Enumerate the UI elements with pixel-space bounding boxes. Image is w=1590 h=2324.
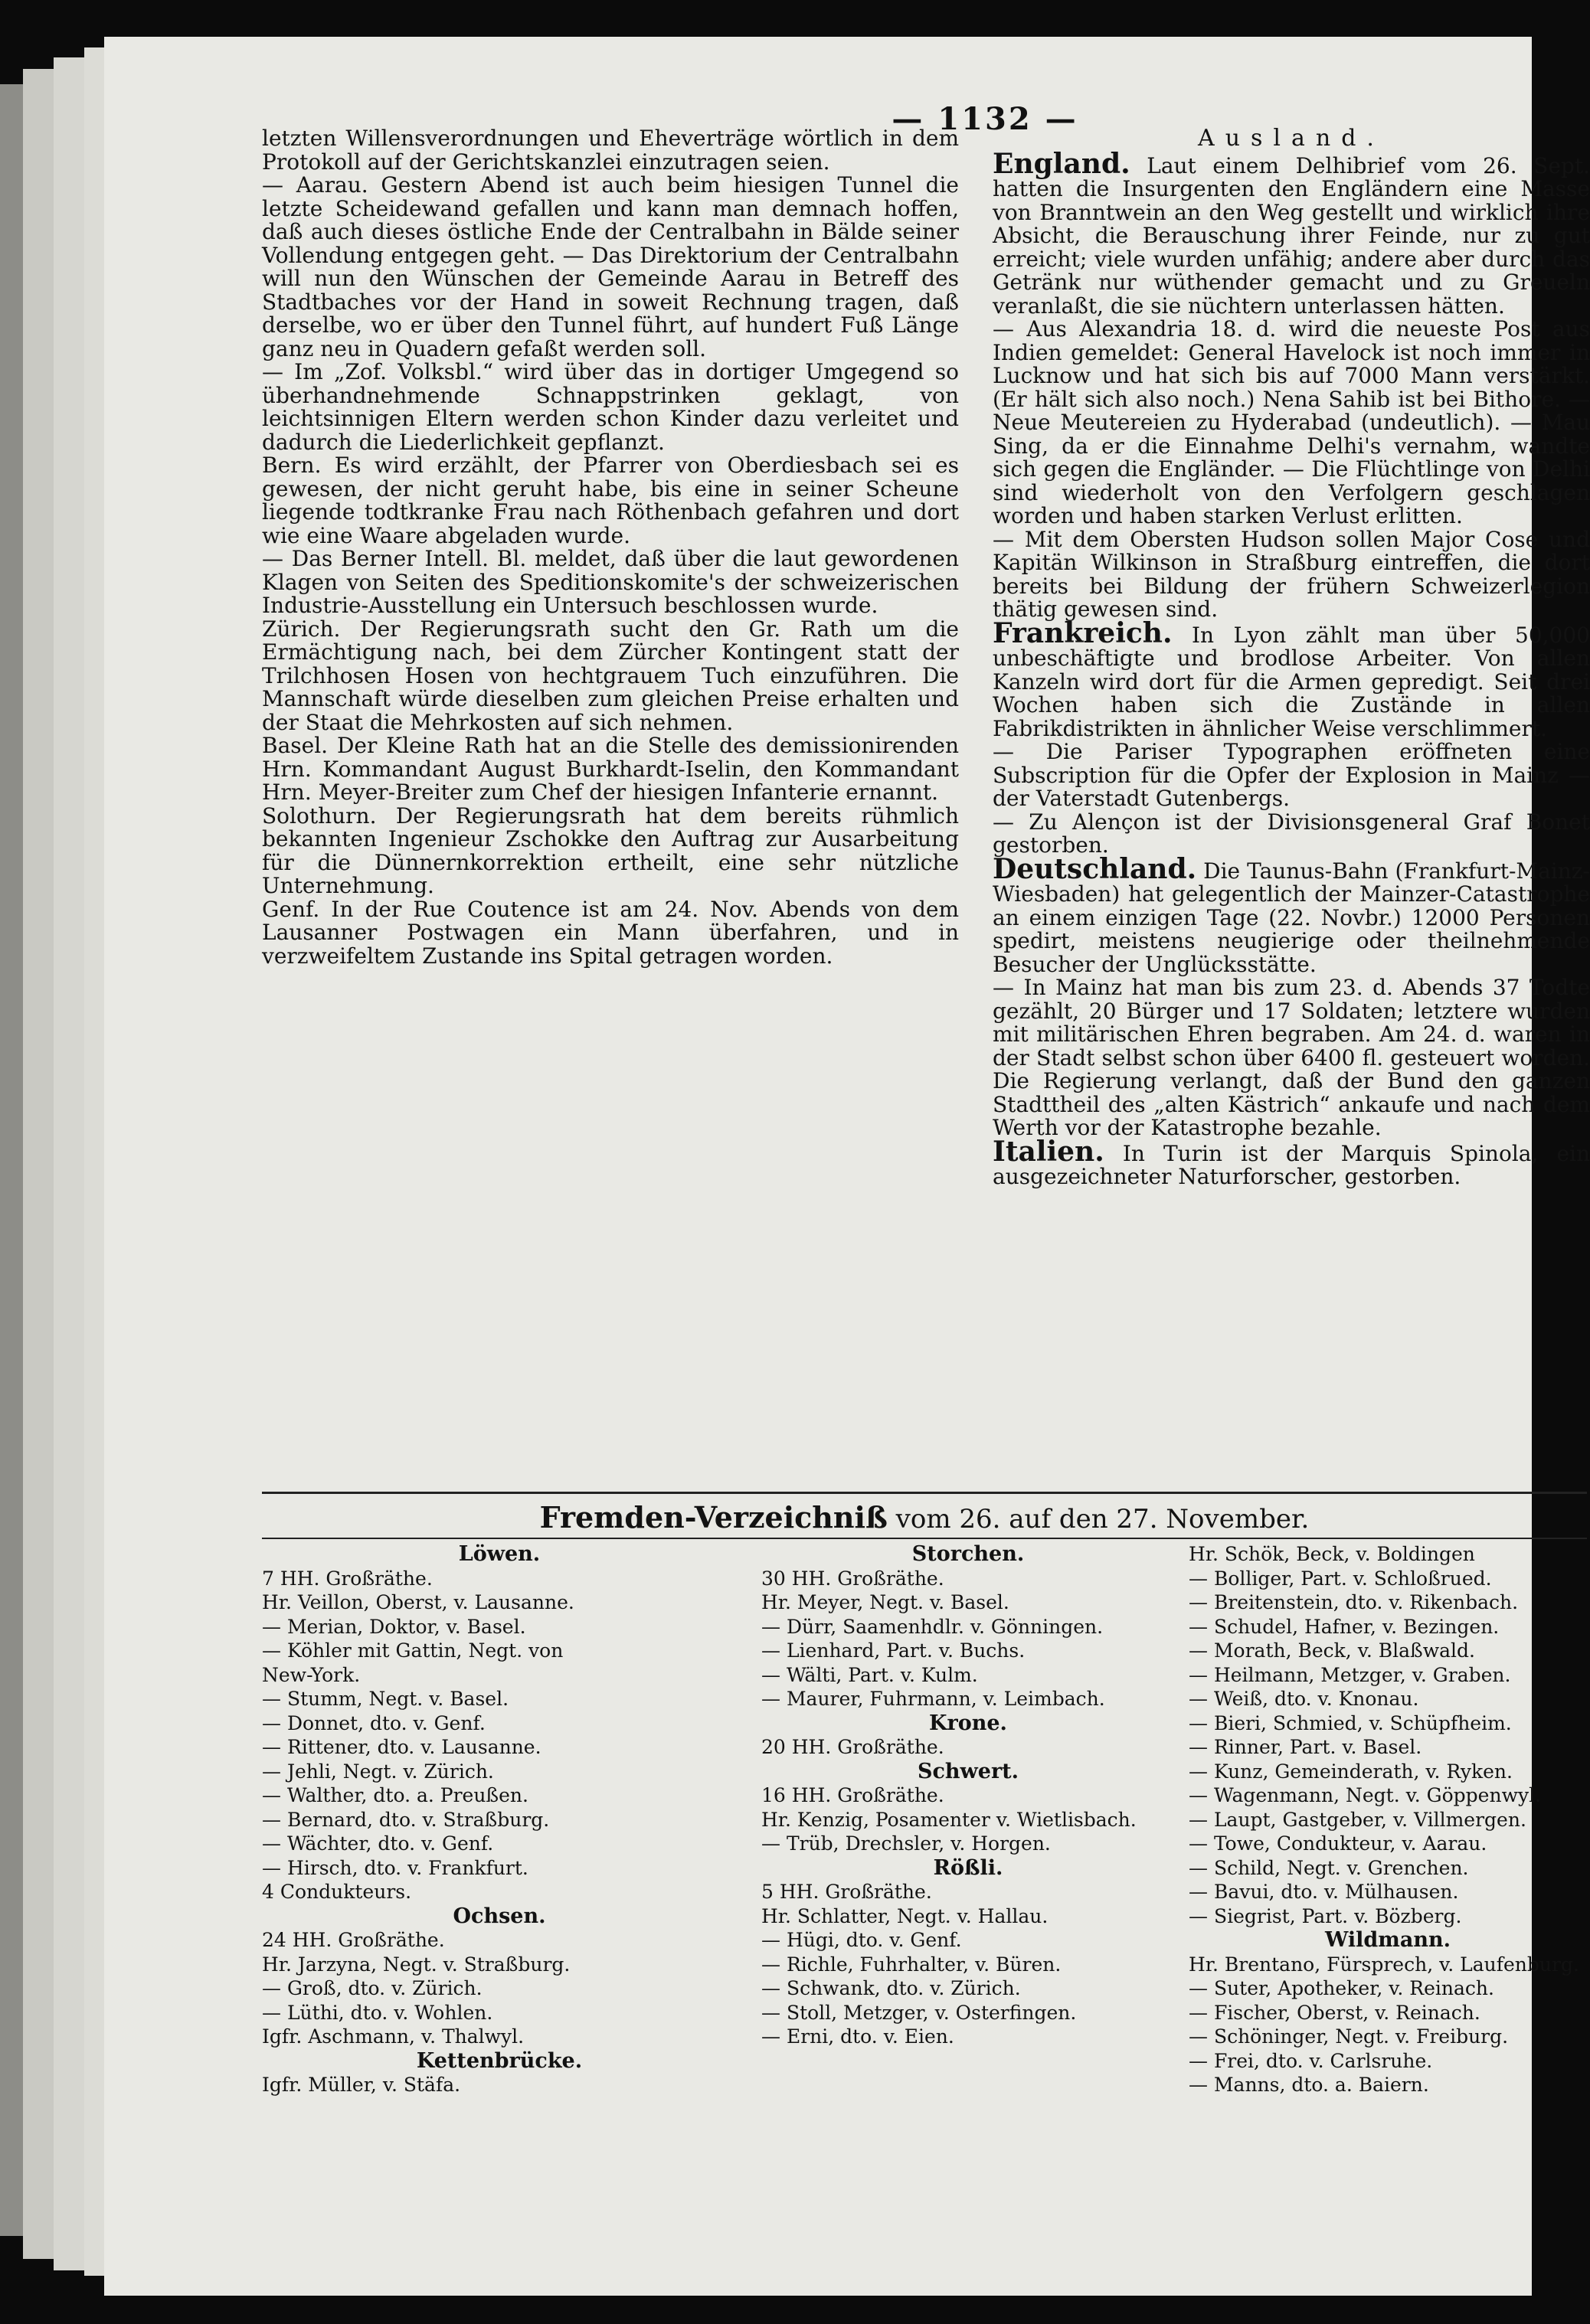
hotel-heading: Storchen. bbox=[911, 1542, 1025, 1566]
guest-entry: — Groß, dto. v. Zürich. bbox=[262, 1977, 483, 1999]
guest-entry: — Kunz, Gemeinderath, v. Ryken. bbox=[1189, 1760, 1513, 1783]
guest-entry: — Manns, dto. a. Baiern. bbox=[1189, 2074, 1429, 2096]
paragraph: — Das Berner Intell. Bl. meldet, daß über die laut gewordenen Klagen von Seiten des Speditionskomite's der schweizerischen Industrie-Ausstellung ein Untersuch beschlossen wurde. bbox=[262, 546, 959, 618]
guest-entry: — Schild, Negt. v. Grenchen. bbox=[1189, 1856, 1469, 1879]
section-heading-ausland: Ausland. bbox=[1198, 125, 1385, 152]
guest-entry: — Bieri, Schmied, v. Schüpfheim. bbox=[1189, 1711, 1512, 1734]
guest-entry: — Weiß, dto. v. Knonau. bbox=[1189, 1688, 1419, 1710]
guest-entry: Hr. Meyer, Negt. v. Basel. bbox=[761, 1591, 1009, 1613]
divider bbox=[262, 1538, 1587, 1539]
paragraph: Zürich. Der Regierungsrath sucht den Gr. Rath um die Ermächtigung nach, bei dem Zürcher Kontingent statt der Trilchhosen Hosen von hechtgrauem Tuch einzuführen. Die Mannschaft würde dieselben zum gleichen Preise erhalten und der Staat die Mehrkosten auf sich nehmen. bbox=[262, 616, 959, 735]
guest-entry: — Towe, Condukteur, v. Aarau. bbox=[1189, 1832, 1487, 1855]
title-bold: Fremden-Verzeichniß bbox=[539, 1500, 888, 1535]
left-column bbox=[262, 127, 959, 1475]
guest-list-column-2 bbox=[761, 1542, 1175, 2139]
guest-entry: — Dürr, Saamenhdlr. v. Gönningen. bbox=[761, 1615, 1104, 1638]
guest-entry: — Bernard, dto. v. Straßburg. bbox=[262, 1808, 550, 1831]
book-edge bbox=[84, 47, 106, 2276]
country-label: Deutschland. bbox=[993, 852, 1197, 885]
guest-entry: — Schöninger, Negt. v. Freiburg. bbox=[1189, 2025, 1509, 2048]
guest-entry: — Hirsch, dto. v. Frankfurt. bbox=[262, 1856, 528, 1879]
paragraph: Bern. Es wird erzählt, der Pfarrer von Oberdiesbach sei es gewesen, der nicht geruht habe, bis eine in seiner Scheune liegende todtkranke Frau nach Röthenbach gefahren und dort wie eine Waare abgeladen wurde. bbox=[262, 453, 959, 548]
guest-entry: — Walther, dto. a. Preußen. bbox=[262, 1784, 528, 1806]
guest-entry: Hr. Schök, Beck, v. Boldingen bbox=[1189, 1543, 1475, 1565]
guest-entry: — Hügi, dto. v. Genf. bbox=[761, 1929, 962, 1951]
guest-entry: — Morath, Beck, v. Blaßwald. bbox=[1189, 1639, 1475, 1662]
country-label: Italien. bbox=[993, 1135, 1104, 1168]
guest-entry: — Rittener, dto. v. Lausanne. bbox=[262, 1736, 541, 1758]
guest-list-column-1 bbox=[262, 1542, 737, 2139]
hotel-heading: Krone. bbox=[929, 1711, 1007, 1735]
guest-entry: — Donnet, dto. v. Genf. bbox=[262, 1711, 486, 1734]
paragraph-deutschland bbox=[993, 852, 1590, 977]
guest-entry: Hr. Jarzyna, Negt. v. Straßburg. bbox=[262, 1953, 571, 1976]
guest-entry: — Maurer, Fuhrmann, v. Leimbach. bbox=[761, 1688, 1105, 1710]
guest-entry: — Schudel, Hafner, v. Bezingen. bbox=[1189, 1615, 1500, 1638]
guest-entry: — Laupt, Gastgeber, v. Villmergen. bbox=[1189, 1808, 1526, 1831]
guest-entry: New-York. bbox=[262, 1663, 361, 1686]
guest-entry: — Lüthi, dto. v. Wohlen. bbox=[262, 2001, 493, 2024]
hotel-heading: Ochsen. bbox=[453, 1904, 546, 1928]
guest-entry: Hr. Veillon, Oberst, v. Lausanne. bbox=[262, 1591, 574, 1613]
country-label: England. bbox=[993, 147, 1130, 180]
book-edge bbox=[54, 57, 86, 2270]
guest-entry: — Richle, Fuhrhalter, v. Büren. bbox=[761, 1953, 1062, 1976]
guest-entry: — Merian, Doktor, v. Basel. bbox=[262, 1615, 526, 1638]
guest-entry: Hr. Schlatter, Negt. v. Hallau. bbox=[761, 1904, 1049, 1927]
guest-entry: Hr. Kenzig, Posamenter v. Wietlisbach. bbox=[761, 1808, 1137, 1831]
paragraph: — Aarau. Gestern Abend ist auch beim hiesigen Tunnel die letzte Scheidewand gefallen und kann man demnach hoffen, daß auch dieses östliche Ende der Centralbahn in Bälde seiner Vollendung entgegen geht. — Das Direktorium der Centralbahn will nun den Wünschen der Gemeinde Aarau in Betreff des Stadtbaches vor der Hand in soweit Rechnung tragen, daß derselbe, wo er über den Tunnel führt, auf hundert Fuß Länge ganz neu in Quadern gefaßt werden soll. bbox=[262, 172, 959, 361]
guest-entry: — Heilmann, Metzger, v. Graben. bbox=[1189, 1663, 1511, 1686]
guest-entry: — Wagenmann, Negt. v. Göppenwyl. bbox=[1189, 1784, 1542, 1806]
guest-entry: — Köhler mit Gattin, Negt. von bbox=[262, 1639, 564, 1662]
paragraph: — Zu Alençon ist der Divisionsgeneral Graf Bonet gestorben. bbox=[993, 809, 1590, 858]
paragraph-england bbox=[993, 147, 1590, 319]
fremden-verzeichnis-title bbox=[262, 1501, 1587, 1536]
guest-entry: Igfr. Aschmann, v. Thalwyl. bbox=[262, 2025, 525, 2048]
guest-entry: — Bolliger, Part. v. Schloßrued. bbox=[1189, 1567, 1492, 1590]
country-label: Frankreich. bbox=[993, 616, 1173, 649]
paragraph: letzten Willensverordnungen und Eheverträge wörtlich in dem Protokoll auf der Gerichtskanzlei einzutragen seien. bbox=[262, 126, 959, 175]
book-edge bbox=[23, 69, 55, 2259]
paragraph: — In Mainz hat man bis zum 23. d. Abends 37 Todte gezählt, 20 Bürger und 17 Soldaten; letztere wurden mit militärischen Ehren begraben. Am 24. d. waren in der Stadt selbst schon über 6400 fl. gesteuert worden. Die Regierung verlangt, daß der Bund den ganzen Stadttheil des „alten Kästrich“ ankaufe und nach dem Werth vor der Katastrophe bezahle. bbox=[993, 975, 1590, 1140]
hotel-heading: Rößli. bbox=[933, 1855, 1003, 1880]
guest-entry: — Lienhard, Part. v. Buchs. bbox=[761, 1639, 1026, 1662]
guest-entry: 20 HH. Großräthe. bbox=[761, 1736, 944, 1758]
guest-entry: — Suter, Apotheker, v. Reinach. bbox=[1189, 1977, 1494, 1999]
guest-entry: — Stumm, Negt. v. Basel. bbox=[262, 1688, 509, 1710]
paragraph: Solothurn. Der Regierungsrath hat dem bereits rühmlich bekannten Ingenieur Zschokke den Auftrag zur Ausarbeitung für die Dünnernkorrektion ertheilt, eine sehr nützliche Unternehmung. bbox=[262, 802, 959, 898]
guest-entry: — Siegrist, Part. v. Bözberg. bbox=[1189, 1904, 1462, 1927]
newspaper-page bbox=[104, 37, 1590, 2296]
paragraph-frankreich bbox=[993, 616, 1590, 741]
guest-entry: — Fischer, Oberst, v. Reinach. bbox=[1189, 2001, 1480, 2024]
paragraph: — Die Pariser Typographen eröffneten eine Subscription für die Opfer der Explosion in Mainz — der Vaterstadt Gutenbergs. bbox=[993, 739, 1590, 811]
title-rest: vom 26. auf den 27. November. bbox=[895, 1504, 1310, 1535]
paragraph-text: Die Taunus-Bahn (Frankfurt-Mainz-Wiesbaden) hat gelegentlich der Mainzer-Catastrophe an einem einzigen Tage (22. Novbr.) 12000 Personen spedirt, meistens neugierige oder theilnehmende Besucher der Unglücksstätte. bbox=[993, 858, 1590, 977]
guest-entry: Hr. Brentano, Fürsprech, v. Laufenburg. bbox=[1189, 1953, 1579, 1976]
guest-entry: — Breitenstein, dto. v. Rikenbach. bbox=[1189, 1591, 1519, 1613]
guest-entry: 7 HH. Großräthe. bbox=[262, 1567, 433, 1590]
page-number: — 1132 — bbox=[892, 101, 1078, 137]
guest-entry: 4 Condukteurs. bbox=[262, 1881, 412, 1903]
guest-entry: 16 HH. Großräthe. bbox=[761, 1784, 944, 1806]
paragraph: Basel. Der Kleine Rath hat an die Stelle des demissionirenden Hrn. Kommandant August Burkhardt-Iselin, den Kommandant Hrn. Meyer-Breiter zum Chef der hiesigen Infanterie ernannt. bbox=[262, 733, 959, 805]
divider bbox=[262, 1492, 1587, 1494]
paragraph: — Im „Zof. Volksbl.“ wird über das in dortiger Umgegend so überhandnehmende Schnappstrinken geklagt, von leichtsinnigen Eltern werden schon Kinder dazu verleitet und dadurch die Liederlichkeit gepflanzt. bbox=[262, 359, 959, 455]
guest-entry: — Rinner, Part. v. Basel. bbox=[1189, 1736, 1422, 1758]
paragraph-text: Laut einem Delhibrief vom 26. Sept. hatten die Insurgenten den Engländern eine Masse von Branntwein an den Weg gestellt und wirklich ihre Absicht, die Berauschung ihrer Feinde, nur zu gut erreicht; viele wurden unfähig; andere aber durch das Getränk nur wüthender gemacht und zu Greueln veranlaßt, die sie nüchtern unterlassen hätten. bbox=[993, 152, 1590, 319]
book-edge bbox=[0, 84, 23, 2236]
guest-entry: — Stoll, Metzger, v. Osterfingen. bbox=[761, 2001, 1077, 2024]
guest-entry: — Trüb, Drechsler, v. Horgen. bbox=[761, 1832, 1051, 1855]
guest-entry: — Schwank, dto. v. Zürich. bbox=[761, 1977, 1021, 1999]
paragraph-text: In Turin ist der Marquis Spinola, ein ausgezeichneter Naturforscher, gestorben. bbox=[993, 1140, 1590, 1189]
hotel-heading: Kettenbrücke. bbox=[416, 2048, 583, 2073]
guest-entry: Igfr. Müller, v. Stäfa. bbox=[262, 2074, 461, 2096]
guest-entry: — Wächter, dto. v. Genf. bbox=[262, 1832, 494, 1855]
guest-entry: 5 HH. Großräthe. bbox=[761, 1881, 932, 1903]
guest-entry: 24 HH. Großräthe. bbox=[262, 1929, 445, 1951]
guest-entry: — Erni, dto. v. Eien. bbox=[761, 2025, 954, 2048]
hotel-heading: Löwen. bbox=[458, 1542, 541, 1566]
guest-entry: — Jehli, Negt. v. Zürich. bbox=[262, 1760, 494, 1783]
guest-entry: — Bavui, dto. v. Mülhausen. bbox=[1189, 1881, 1459, 1903]
guest-entry: 30 HH. Großräthe. bbox=[761, 1567, 944, 1590]
paragraph: Genf. In der Rue Coutence ist am 24. Nov. Abends von dem Lausanner Postwagen ein Mann überfahren, und in verzweifeltem Zustande ins Spital getragen worden. bbox=[262, 896, 959, 969]
paragraph: — Aus Alexandria 18. d. wird die neueste Post aus Indien gemeldet: General Havelock ist noch immer in Lucknow und hat sich bis auf 7000 Mann verstärkt. (Er hält sich also noch.) Nena Sahib ist bei Bithore. — Neue Meutereien zu Hyderabad (undeutlich). — Mau Sing, da er die Einnahme Delhi's vernahm, wandte sich gegen die Engländer. — Die Flüchtlinge von Delhi sind wiederholt von den Verfolgern geschlagen worden und haben starken Verlust erlitten. bbox=[993, 316, 1590, 528]
right-column bbox=[993, 127, 1590, 1475]
paragraph-italien bbox=[993, 1135, 1590, 1189]
paragraph-text: In Lyon zählt man über 50,000 unbeschäftigte und brodlose Arbeiter. Von allen Kanzeln wird dort für die Armen gepredigt. Seit drei Wochen haben sich die Zustände in allen Fabrikdistrikten in ähnlicher Weise verschlimmert. bbox=[993, 622, 1590, 741]
guest-entry: — Wälti, Part. v. Kulm. bbox=[761, 1663, 978, 1686]
paragraph: — Mit dem Obersten Hudson sollen Major Cose und Kapitän Wilkinson in Straßburg eintreffen, die dort bereits bei Bildung der frühern Schweizerlegion thätig gewesen sind. bbox=[993, 526, 1590, 622]
guest-list-column-3 bbox=[1189, 1542, 1587, 2139]
guest-entry: — Frei, dto. v. Carlsruhe. bbox=[1189, 2049, 1433, 2072]
hotel-heading: Wildmann. bbox=[1325, 1928, 1451, 1952]
hotel-heading: Schwert. bbox=[917, 1759, 1019, 1783]
